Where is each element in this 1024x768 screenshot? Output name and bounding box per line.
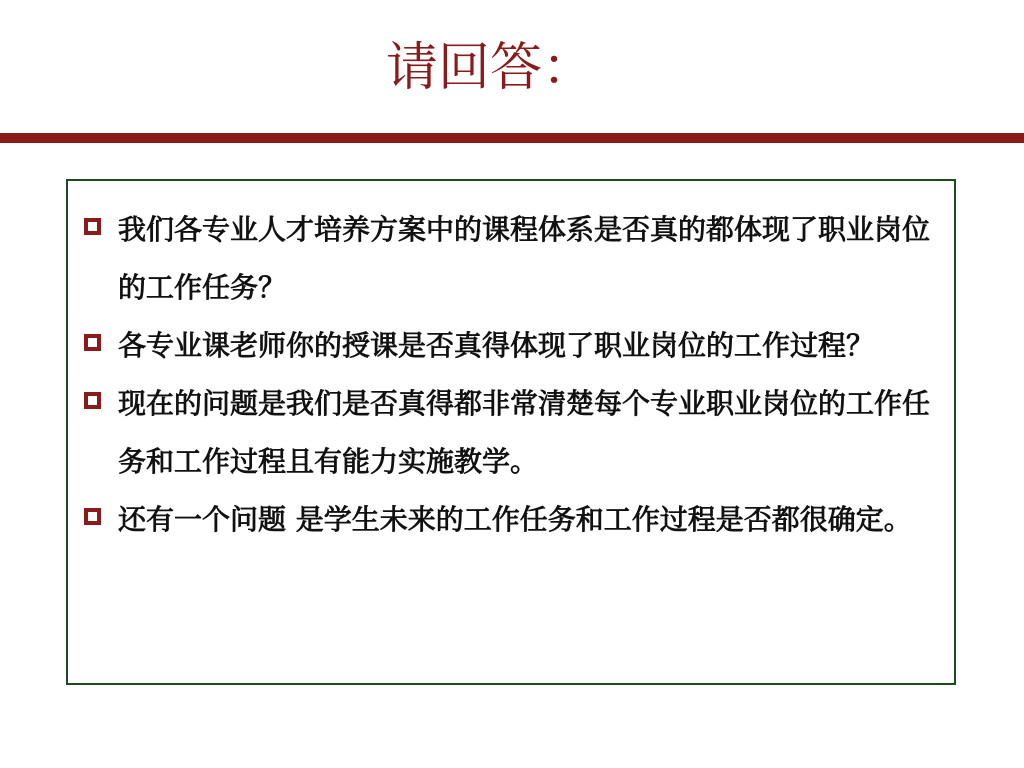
- list-item-text: 我们各专业人才培养方案中的课程体系是否真的都体现了职业岗位的工作任务？: [118, 213, 931, 304]
- list-item-text: 各专业课老师你的授课是否真得体现了职业岗位的工作过程？: [118, 329, 875, 362]
- question-list: [80, 201, 950, 549]
- content-box: [66, 179, 956, 685]
- hollow-square-icon: [84, 334, 101, 351]
- list-item-text: 现在的问题是我们是否真得都非常清楚每个专业职业岗位的工作任务和工作过程且有能力实施教学。: [118, 387, 931, 478]
- hollow-square-icon: [84, 218, 101, 235]
- list-item-text: 还有一个问题 是学生未来的工作任务和工作过程是否都很确定。: [118, 503, 912, 536]
- list-item: [80, 375, 950, 491]
- hollow-square-icon: [84, 508, 101, 525]
- hollow-square-icon: [84, 392, 101, 409]
- slide-title: 请回答：: [385, 38, 594, 98]
- title-divider: [0, 133, 1024, 143]
- list-item: [80, 201, 950, 317]
- list-item: [80, 491, 950, 549]
- list-item: [80, 317, 950, 375]
